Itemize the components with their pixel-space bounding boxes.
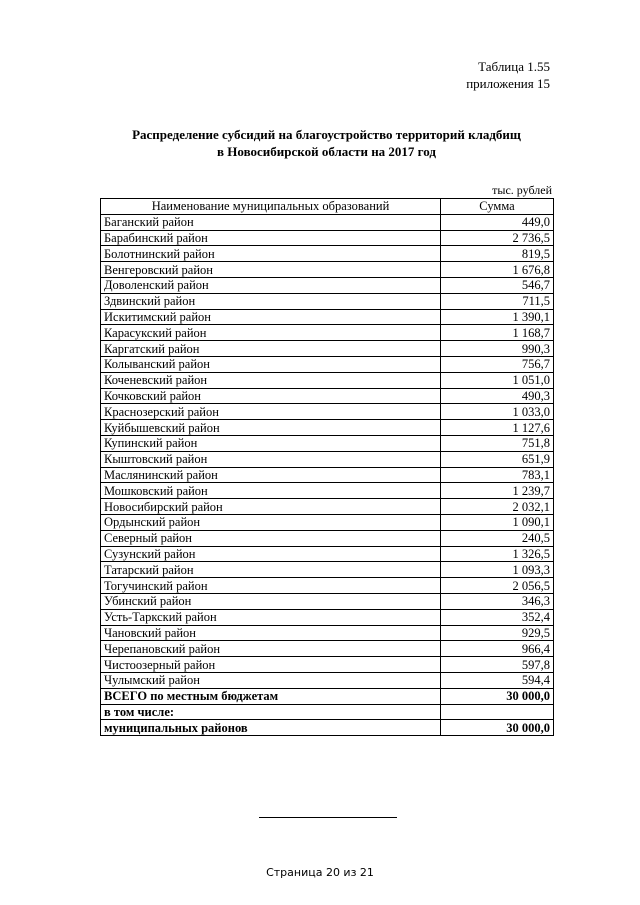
district-name: Мошковский район [101,483,441,499]
district-sum: 449,0 [441,214,554,230]
district-name: Баганский район [101,214,441,230]
district-sum: 651,9 [441,451,554,467]
district-name: Черепановский район [101,641,441,657]
table-row [101,467,554,483]
district-sum: 597,8 [441,657,554,673]
district-sum: 346,3 [441,593,554,609]
district-sum: 2 056,5 [441,578,554,594]
district-name: Ордынский район [101,514,441,530]
district-name: Татарский район [101,562,441,578]
district-name: Болотнинский район [101,246,441,262]
table-row [101,341,554,357]
table-row [101,214,554,230]
district-sum: 819,5 [441,246,554,262]
including-sum [441,704,554,720]
table-row [101,230,554,246]
district-name: Карасукский район [101,325,441,341]
table-row [101,277,554,293]
district-sum: 990,3 [441,341,554,357]
subsidy-table [100,198,554,736]
district-name: Доволенский район [101,277,441,293]
district-sum: 929,5 [441,625,554,641]
district-sum: 1 090,1 [441,514,554,530]
page-number: Страница 20 из 21 [266,866,374,879]
municipal-label: муниципальных районов [101,720,441,736]
district-name: Краснозерский район [101,404,441,420]
table-row [101,404,554,420]
district-name: Здвинский район [101,293,441,309]
table-row [101,325,554,341]
table-reference [466,58,550,92]
table-row [101,514,554,530]
table-row [101,262,554,278]
table-row [101,246,554,262]
district-name: Чистоозерный район [101,657,441,673]
district-sum: 1 093,3 [441,562,554,578]
including-row [101,704,554,720]
footer-divider [259,817,397,818]
district-sum: 783,1 [441,467,554,483]
table-row [101,609,554,625]
district-sum: 1 051,0 [441,372,554,388]
table-row [101,499,554,515]
total-row [101,688,554,704]
district-sum: 1 676,8 [441,262,554,278]
district-name: Маслянинский район [101,467,441,483]
title-line-2: в Новосибирской области на 2017 год [217,144,436,159]
district-name: Северный район [101,530,441,546]
district-sum: 1 127,6 [441,420,554,436]
district-name: Каргатский район [101,341,441,357]
unit-label: тыс. рублей [492,183,552,197]
table-row [101,372,554,388]
district-sum: 1 033,0 [441,404,554,420]
total-sum: 30 000,0 [441,688,554,704]
district-sum: 352,4 [441,609,554,625]
table-row [101,546,554,562]
district-sum: 2 736,5 [441,230,554,246]
total-label: ВСЕГО по местным бюджетам [101,688,441,704]
district-sum: 1 239,7 [441,483,554,499]
table-header-row [101,199,554,215]
district-name: Сузунский район [101,546,441,562]
table-row [101,309,554,325]
district-name: Барабинский район [101,230,441,246]
document-title [100,126,553,160]
district-sum: 1 326,5 [441,546,554,562]
table-number: Таблица 1.55 [478,59,550,74]
district-name: Усть-Таркский район [101,609,441,625]
district-sum: 490,3 [441,388,554,404]
municipal-sum: 30 000,0 [441,720,554,736]
district-name: Куйбышевский район [101,420,441,436]
district-sum: 751,8 [441,435,554,451]
district-name: Чановский район [101,625,441,641]
district-name: Кочковский район [101,388,441,404]
district-name: Новосибирский район [101,499,441,515]
district-name: Искитимский район [101,309,441,325]
table-row [101,451,554,467]
district-name: Кыштовский район [101,451,441,467]
district-name: Купинский район [101,435,441,451]
district-sum: 966,4 [441,641,554,657]
title-line-1: Распределение субсидий на благоустройство территорий кладбищ [132,127,521,142]
table-row [101,435,554,451]
table-row [101,388,554,404]
table-row [101,356,554,372]
table-row [101,293,554,309]
table-row [101,578,554,594]
including-label: в том числе: [101,704,441,720]
district-sum: 1 390,1 [441,309,554,325]
district-sum: 240,5 [441,530,554,546]
district-sum: 756,7 [441,356,554,372]
district-name: Колыванский район [101,356,441,372]
municipal-row [101,720,554,736]
district-sum: 546,7 [441,277,554,293]
column-header-name: Наименование муниципальных образований [101,199,441,215]
table-row [101,530,554,546]
district-name: Тогучинский район [101,578,441,594]
district-sum: 1 168,7 [441,325,554,341]
table-row [101,420,554,436]
district-name: Коченевский район [101,372,441,388]
district-sum: 2 032,1 [441,499,554,515]
table-row [101,625,554,641]
district-name: Убинский район [101,593,441,609]
table-row [101,672,554,688]
district-name: Чулымский район [101,672,441,688]
appendix-number: приложения 15 [466,76,550,91]
table-row [101,483,554,499]
table-row [101,562,554,578]
district-name: Венгеровский район [101,262,441,278]
table-row [101,641,554,657]
district-sum: 594,4 [441,672,554,688]
table-row [101,657,554,673]
table-row [101,593,554,609]
district-sum: 711,5 [441,293,554,309]
column-header-sum: Сумма [441,199,554,215]
